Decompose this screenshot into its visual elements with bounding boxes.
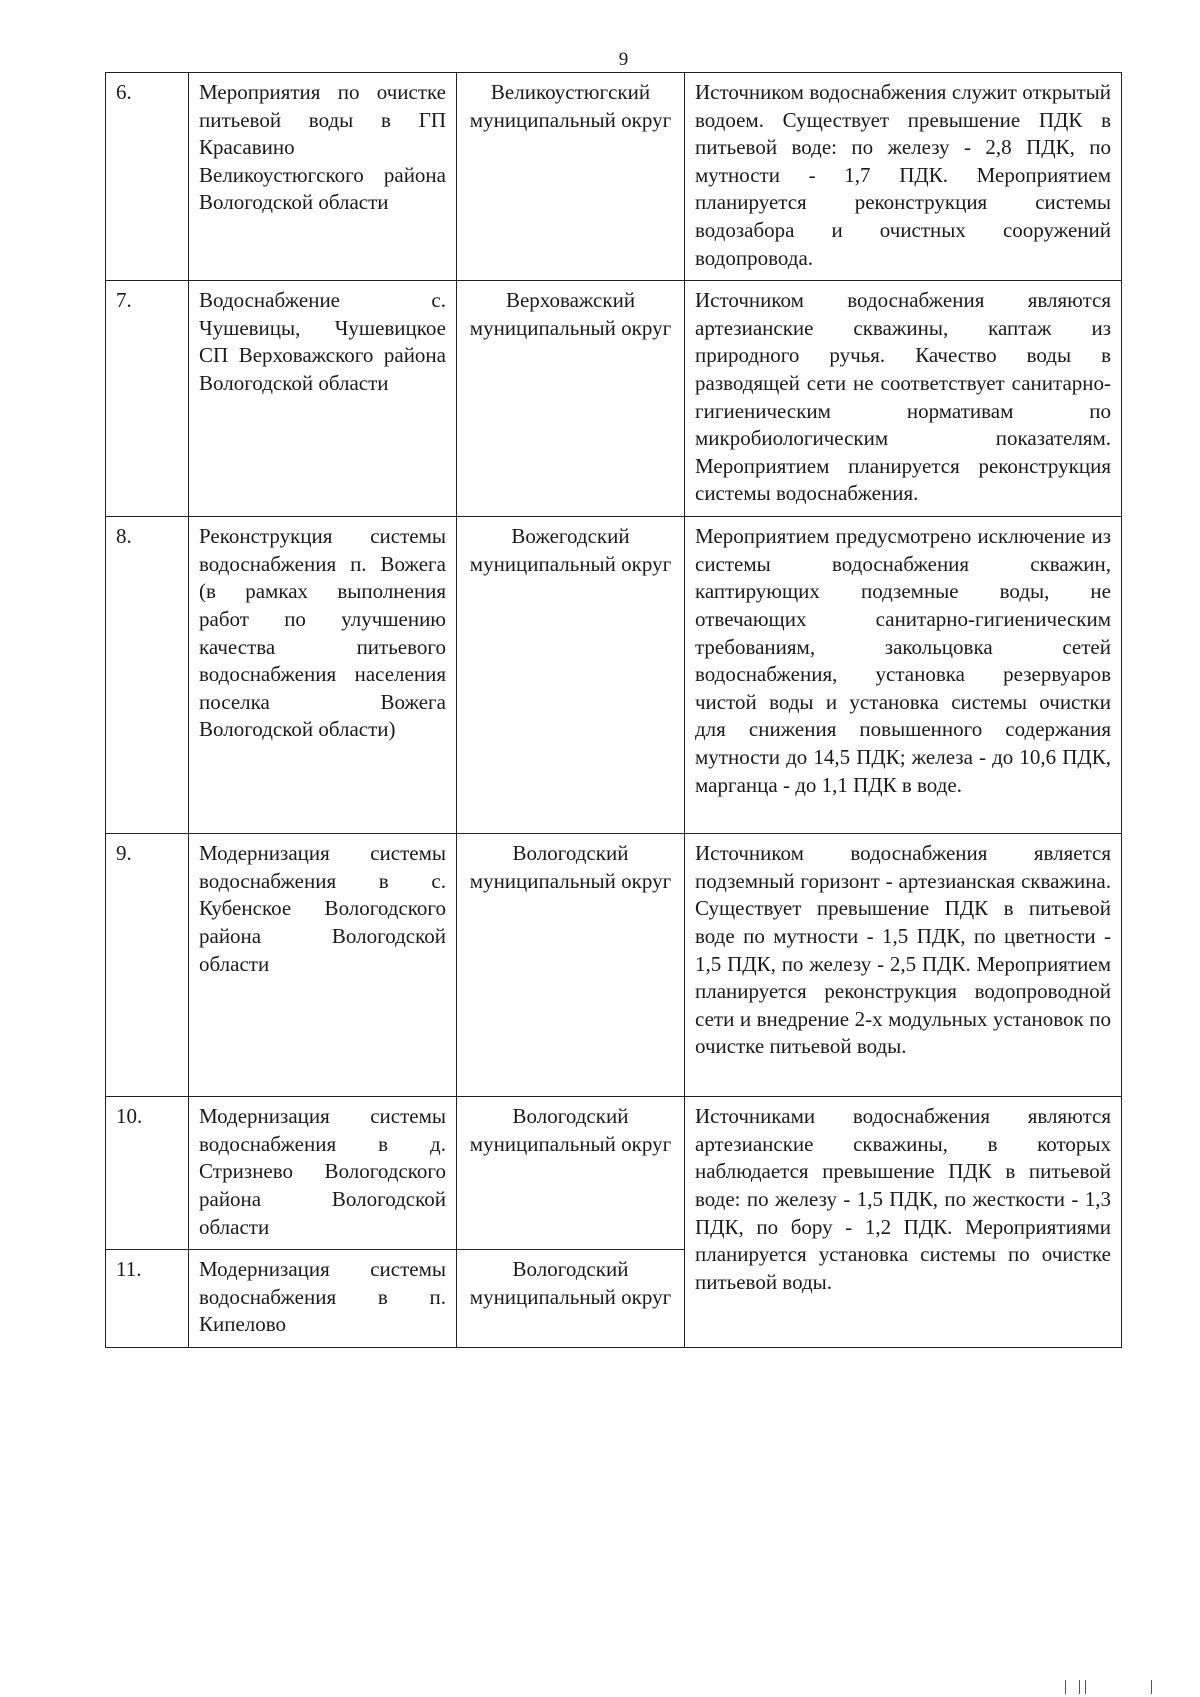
row-number: 8. — [106, 517, 189, 834]
measure-description: Мероприятием предусмотрено исключение из системы водоснабжения скважин, каптирующих подземные воды, не отвечающих санитарно-гигиеническим требованиям, закольцовка сетей водоснабжения, установка резервуаров чистой воды и установка системы очистки для снижения повышенного содержания мутности до 14,5 ПДК; железа - до 10,6 ПДК, марганца - до 1,1 ПДК в воде. — [685, 517, 1122, 834]
row-number: 7. — [106, 281, 189, 517]
scan-marks — [1065, 1680, 1165, 1694]
measure-name: Реконструкция системы водоснабжения п. Вожега (в рамках выполнения работ по улучшению качества питьевого водоснабжения населения поселка Вожега Вологодской области) — [189, 517, 457, 834]
table-row — [106, 1097, 1122, 1250]
district-name: Великоустюгский муниципальный округ — [457, 73, 685, 281]
table-row — [106, 517, 1122, 834]
table-row — [106, 281, 1122, 517]
district-name: Вологодский муниципальный округ — [457, 1250, 685, 1348]
measure-name: Модернизация системы водоснабжения в д. Стризнево Вологодского района Вологодской области — [189, 1097, 457, 1250]
row-number: 9. — [106, 834, 189, 1097]
measure-description: Источником водоснабжения является подземный горизонт - артезианская скважина. Существует превышение ПДК в питьевой воде по мутности - 1,5 ПДК, по цветности - 1,5 ПДК, по железу - 2,5 ПДК. Мероприятием планируется реконструкция водопроводной сети и внедрение 2-х модульных установок по очистке питьевой воды. — [685, 834, 1122, 1097]
row-number: 6. — [106, 73, 189, 281]
district-name: Вологодский муниципальный округ — [457, 834, 685, 1097]
measure-name: Мероприятия по очистке питьевой воды в ГП Красавино Великоустюгского района Вологодской области — [189, 73, 457, 281]
measure-description: Источниками водоснабжения являются артезианские скважины, в которых наблюдается превышение ПДК в питьевой воде: по железу - 1,5 ПДК, по жесткости - 1,3 ПДК, по бору - 1,2 ПДК. Мероприятиями планируется установка системы по очистке питьевой воды. — [685, 1097, 1122, 1348]
measure-name: Модернизация системы водоснабжения в п. Кипелово — [189, 1250, 457, 1348]
row-number: 11. — [106, 1250, 189, 1348]
measure-description: Источником водоснабжения служит открытый водоем. Существует превышение ПДК в питьевой воде: по железу - 2,8 ПДК, по мутности - 1,7 ПДК. Мероприятием планируется реконструкция системы водозабора и очистных сооружений водопровода. — [685, 73, 1122, 281]
measure-description: Источником водоснабжения являются артезианские скважины, каптаж из природного ручья. Качество воды в разводящей сети не соответствует санитарно-гигиеническим нормативам по микробиологическим показателям. Мероприятием планируется реконструкция системы водоснабжения. — [685, 281, 1122, 517]
measure-name: Модернизация системы водоснабжения в с. Кубенское Вологодского района Вологодской области — [189, 834, 457, 1097]
page-number: 9 — [618, 49, 629, 70]
district-name: Вожегодский муниципальный округ — [457, 517, 685, 834]
measure-name: Водоснабжение с. Чушевицы, Чушевицкое СП Верховажского района Вологодской области — [189, 281, 457, 517]
table-row — [106, 73, 1122, 281]
row-number: 10. — [106, 1097, 189, 1250]
table-row — [106, 834, 1122, 1097]
measures-table — [105, 72, 1122, 1348]
district-name: Вологодский муниципальный округ — [457, 1097, 685, 1250]
district-name: Верховажский муниципальный округ — [457, 281, 685, 517]
